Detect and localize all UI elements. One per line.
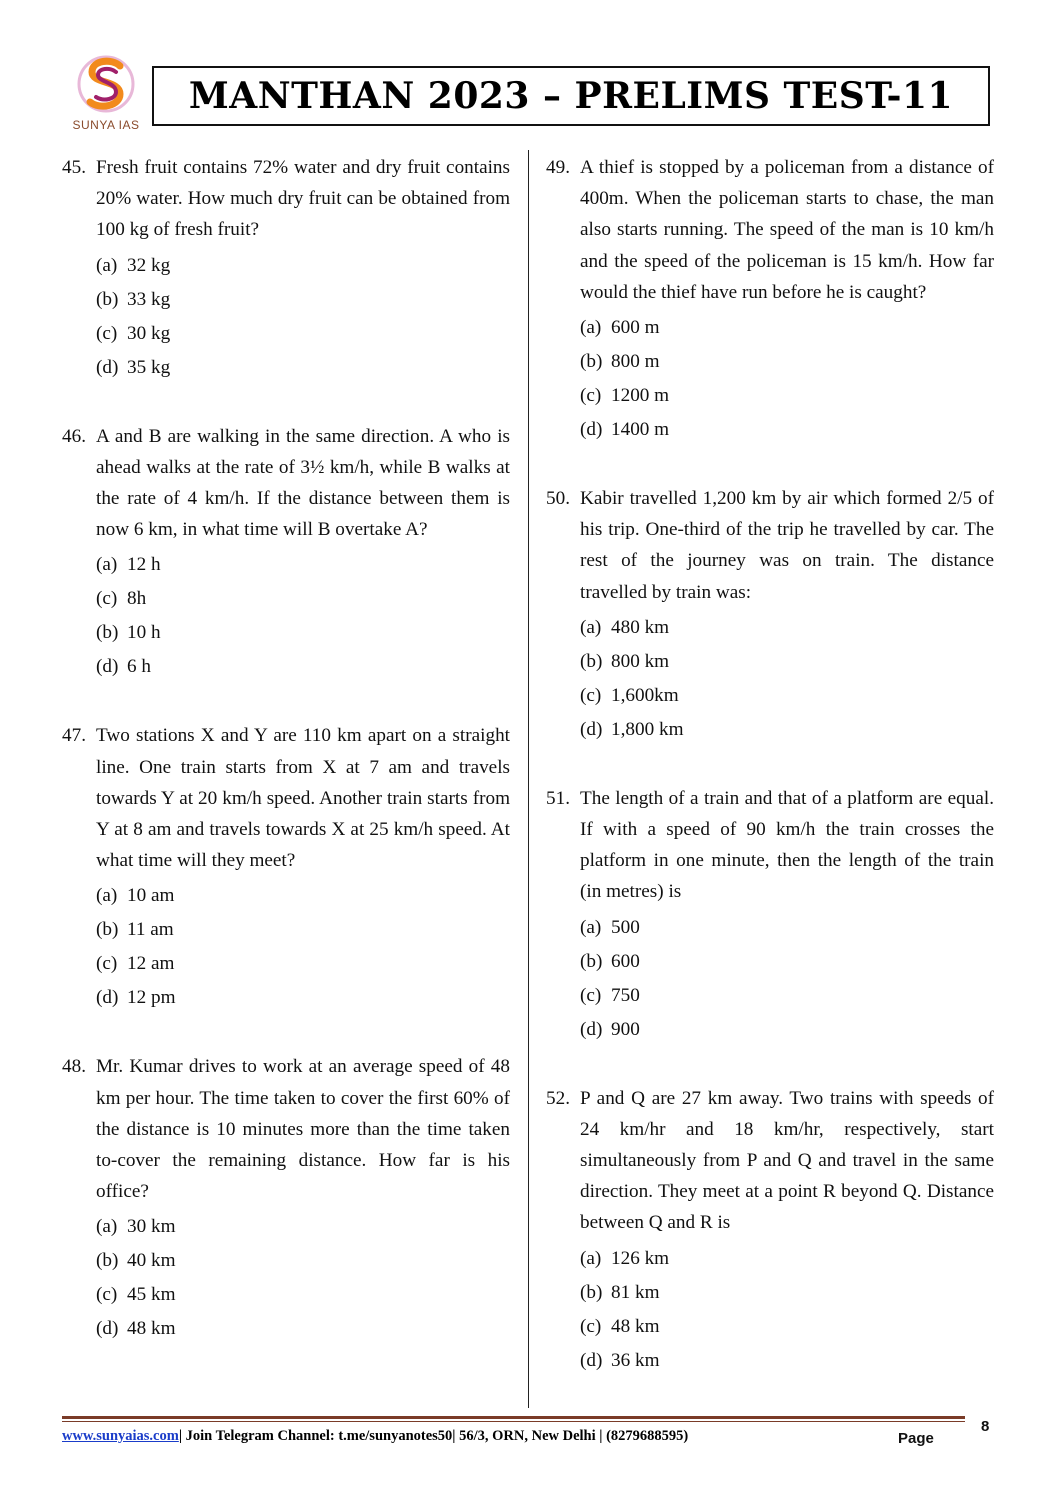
sunya-ias-logo xyxy=(70,52,142,136)
option-label: (b) xyxy=(580,1281,603,1303)
option-text: 36 km xyxy=(611,1349,660,1371)
option-text: 33 kg xyxy=(127,288,171,310)
question-text: Mr. Kumar drives to work at an average speed of 48 km per hour. The time taken to cover the first 60% of the distance is 10 minutes more than the time taken to-cover the remaining distance. How far is his office? xyxy=(96,1056,510,1203)
option xyxy=(96,548,510,582)
question-text: Two stations X and Y are 110 km apart on a straight line. One train starts from X at 7 am and travels towards Y at 20 km/h speed. Another train starts from Y at 8 am and travels towards X at 25 km/h speed. At what time will they meet? xyxy=(96,725,510,872)
option-text: 500 xyxy=(611,916,640,938)
option-text: 12 am xyxy=(127,953,175,975)
option-label: (b) xyxy=(96,1250,119,1272)
option-text: 30 km xyxy=(127,1216,176,1238)
option xyxy=(580,611,994,645)
option-text: 600 m xyxy=(611,317,660,339)
option-label: (c) xyxy=(580,684,602,706)
option xyxy=(580,945,994,979)
option xyxy=(580,413,994,447)
option xyxy=(580,911,994,945)
option xyxy=(580,713,994,747)
option-text: 12 pm xyxy=(127,987,176,1009)
option-label: (d) xyxy=(580,419,603,441)
option-text: 6 h xyxy=(127,656,151,678)
option-text: 10 am xyxy=(127,885,175,907)
option-label: (d) xyxy=(580,1018,603,1040)
left-column xyxy=(62,152,510,1382)
option-text: 12 h xyxy=(127,554,161,576)
option-label: (d) xyxy=(96,987,119,1009)
option xyxy=(96,351,510,385)
option xyxy=(580,679,994,713)
question-number: 48. xyxy=(62,1056,86,1078)
option-label: (a) xyxy=(96,1216,118,1238)
option-label: (a) xyxy=(96,554,118,576)
option-text: 1,800 km xyxy=(611,718,684,740)
option xyxy=(96,283,510,317)
question-51 xyxy=(546,783,994,1047)
option-label: (d) xyxy=(580,718,603,740)
option-text: 800 km xyxy=(611,650,670,672)
option-label: (d) xyxy=(580,1349,603,1371)
option-label: (b) xyxy=(96,919,119,941)
option-text: 11 am xyxy=(127,919,174,941)
question-50 xyxy=(546,483,994,747)
option xyxy=(96,879,510,913)
option-text: 48 km xyxy=(611,1315,660,1337)
option-text: 1200 m xyxy=(611,385,670,407)
option-text: 1,600km xyxy=(611,684,679,706)
question-text: P and Q are 27 km away. Two trains with speeds of 24 km/hr and 18 km/hr, respectively, start simultaneously from P and Q and travel in the same direction. They meet at a point R beyond Q. Distance between Q and R is xyxy=(580,1087,994,1234)
option xyxy=(96,1210,510,1244)
question-number: 50. xyxy=(546,488,570,510)
option xyxy=(580,1310,994,1344)
option xyxy=(96,981,510,1015)
footer-rule-thin xyxy=(62,1421,965,1422)
option xyxy=(96,582,510,616)
logo-s-icon xyxy=(76,52,136,116)
right-column xyxy=(546,152,994,1414)
option-text: 480 km xyxy=(611,616,670,638)
option-text: 40 km xyxy=(127,1250,176,1272)
option xyxy=(96,650,510,684)
question-number: 51. xyxy=(546,787,570,809)
page-label: Page xyxy=(898,1430,934,1447)
option xyxy=(580,345,994,379)
option-label: (c) xyxy=(96,322,118,344)
option-text: 800 m xyxy=(611,351,660,373)
option xyxy=(96,947,510,981)
option-label: (c) xyxy=(96,588,118,610)
option-label: (c) xyxy=(96,953,118,975)
column-divider xyxy=(528,150,529,1408)
question-52 xyxy=(546,1083,994,1378)
option-label: (a) xyxy=(580,317,602,339)
option-text: 30 kg xyxy=(127,322,171,344)
option-text: 126 km xyxy=(611,1247,670,1269)
option xyxy=(580,379,994,413)
option-label: (b) xyxy=(580,950,603,972)
question-text: A and B are walking in the same direction. A who is ahead walks at the rate of 3½ km/h, while B walks at the rate of 4 km/h. If the distance between them is now 6 km, in what time will B overtake A? xyxy=(96,425,510,541)
option-text: 8h xyxy=(127,588,147,610)
option-label: (d) xyxy=(96,356,119,378)
question-text: The length of a train and that of a platform are equal. If with a speed of 90 km/h the train crosses the platform in one minute, then the length of the train (in metres) is xyxy=(580,787,994,903)
option xyxy=(580,1344,994,1378)
option-text: 45 km xyxy=(127,1284,176,1306)
question-46 xyxy=(62,421,510,685)
question-number: 52. xyxy=(546,1087,570,1109)
option-text: 10 h xyxy=(127,622,161,644)
option-text: 35 kg xyxy=(127,356,171,378)
option-label: (d) xyxy=(96,656,119,678)
option-label: (c) xyxy=(580,1315,602,1337)
option xyxy=(580,979,994,1013)
option-label: (a) xyxy=(580,916,602,938)
option xyxy=(96,249,510,283)
option xyxy=(96,317,510,351)
option xyxy=(580,645,994,679)
option xyxy=(96,1244,510,1278)
option xyxy=(96,1312,510,1346)
option-label: (c) xyxy=(96,1284,118,1306)
option-label: (b) xyxy=(96,288,119,310)
footer xyxy=(62,1428,962,1445)
logo-text: SUNYA IAS xyxy=(72,118,140,132)
option-label: (b) xyxy=(580,351,603,373)
question-number: 46. xyxy=(62,425,86,447)
option-label: (c) xyxy=(580,984,602,1006)
option-text: 48 km xyxy=(127,1318,176,1340)
page-title: MANTHAN 2023 – PRELIMS TEST-11 xyxy=(188,75,954,117)
option xyxy=(96,1278,510,1312)
question-45 xyxy=(62,152,510,385)
option-text: 1400 m xyxy=(611,419,670,441)
question-number: 49. xyxy=(546,157,570,178)
option-label: (a) xyxy=(96,254,118,276)
page-number: 8 xyxy=(981,1418,990,1435)
option-text: 750 xyxy=(611,984,640,1006)
option-label: (b) xyxy=(96,622,119,644)
option-text: 900 xyxy=(611,1018,640,1040)
option xyxy=(580,1013,994,1047)
page-title-box xyxy=(152,66,990,126)
option xyxy=(580,1276,994,1310)
option-label: (a) xyxy=(96,885,118,907)
option xyxy=(96,616,510,650)
option-label: (d) xyxy=(96,1318,119,1340)
option-label: (a) xyxy=(580,1247,602,1269)
option xyxy=(580,311,994,345)
option-text: 32 kg xyxy=(127,254,171,276)
question-47 xyxy=(62,720,510,1015)
question-text: Kabir travelled 1,200 km by air which formed 2/5 of his trip. One-third of the trip he travelled by car. The rest of the journey was on train. The distance travelled by train was: xyxy=(580,488,994,603)
question-number: 45. xyxy=(62,157,86,178)
option-label: (b) xyxy=(580,650,603,672)
question-number: 47. xyxy=(62,725,86,747)
footer-rule xyxy=(62,1416,965,1419)
option xyxy=(96,913,510,947)
option-label: (c) xyxy=(580,385,602,407)
question-49 xyxy=(546,152,994,447)
website-link[interactable]: www.sunyaias.com xyxy=(62,1428,179,1444)
footer-text: | Join Telegram Channel: t.me/sunyanotes50| 56/3, ORN, New Delhi | (8279688595) xyxy=(178,1428,689,1444)
question-text: Fresh fruit contains 72% water and dry fruit contains 20% water. How much dry fruit can be obtained from 100 kg of fresh fruit? xyxy=(96,157,510,241)
option-text: 600 xyxy=(611,950,640,972)
option-text: 81 km xyxy=(611,1281,660,1303)
question-text: A thief is stopped by a policeman from a distance of 400m. When the policeman starts to chase, the man also starts running. The speed of the man is 10 km/h and the speed of the policeman is 15 km/h. How far would the thief have run before he is caught? xyxy=(580,157,994,303)
option xyxy=(580,1242,994,1276)
question-48 xyxy=(62,1051,510,1346)
option-label: (a) xyxy=(580,616,602,638)
